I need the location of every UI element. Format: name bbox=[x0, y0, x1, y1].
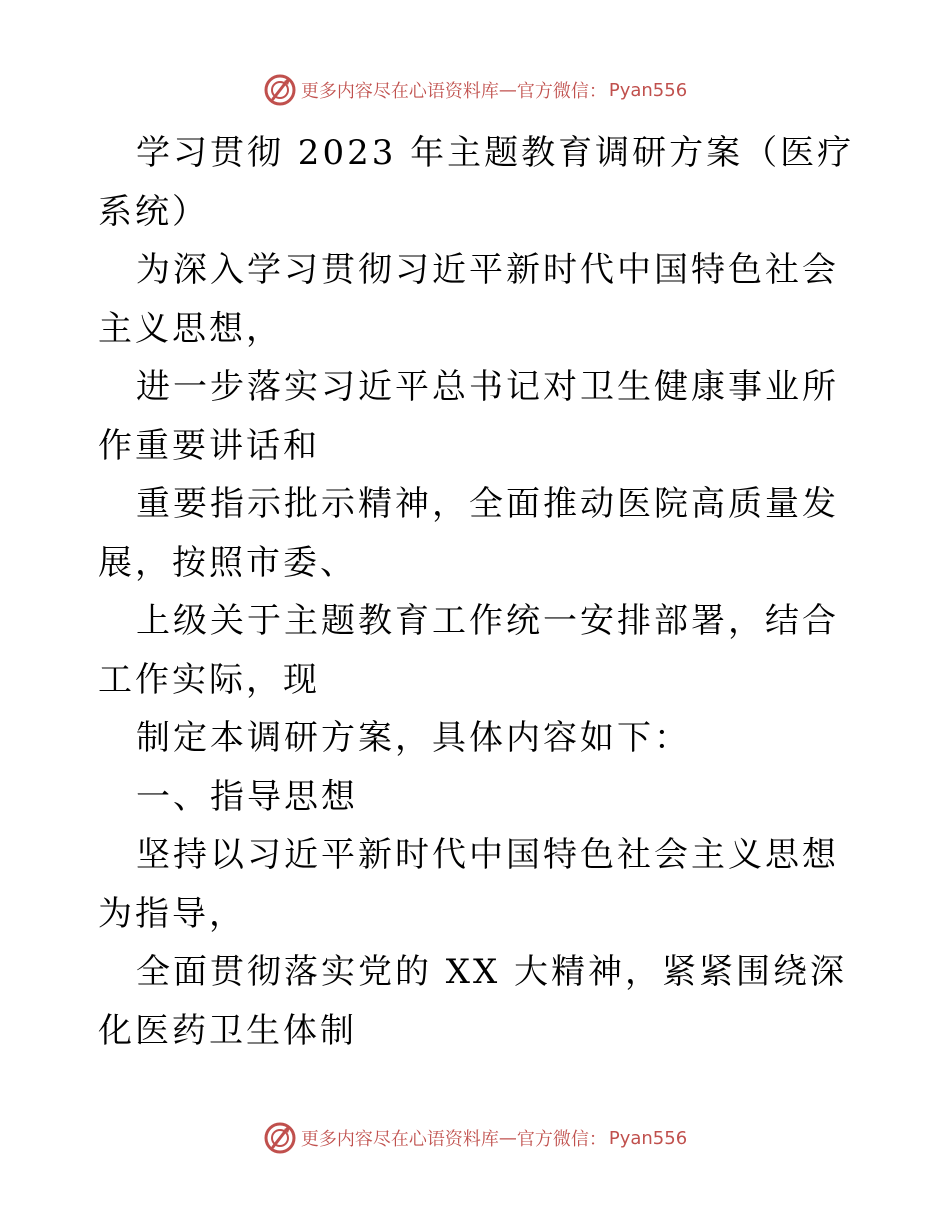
watermark-separator: — bbox=[498, 79, 517, 101]
watermark-separator: — bbox=[498, 1127, 517, 1149]
watermark-text: 更多内容尽在心语资料库 bbox=[300, 1129, 499, 1150]
seal-logo-icon bbox=[263, 1121, 297, 1155]
seal-logo-icon bbox=[263, 73, 297, 107]
section-heading-guiding-ideology: 一、指导思想 bbox=[136, 776, 358, 817]
paragraph-7: 坚持以习近平新时代中国特色社会主义思想为指导， bbox=[98, 835, 839, 934]
paragraph-4: 上级关于主题教育工作统一安排部署，结合工作实际，现 bbox=[98, 601, 839, 700]
watermark-wechat-id: Pyan556 bbox=[608, 79, 688, 101]
watermark-label: 官方微信： bbox=[516, 1129, 607, 1150]
watermark-wechat-id: Pyan556 bbox=[608, 1127, 688, 1149]
header-watermark bbox=[0, 70, 950, 110]
paragraph-5: 制定本调研方案，具体内容如下： bbox=[136, 718, 691, 758]
paragraph-1: 为深入学习贯彻习近平新时代中国特色社会主义思想， bbox=[98, 250, 839, 349]
watermark-text: 更多内容尽在心语资料库 bbox=[300, 81, 499, 102]
document-body bbox=[98, 124, 858, 1060]
footer-watermark bbox=[0, 1118, 950, 1158]
watermark-label: 官方微信： bbox=[516, 81, 607, 102]
paragraph-3: 重要指示批示精神，全面推动医院高质量发展，按照市委、 bbox=[98, 484, 839, 583]
document-title: 学习贯彻 2023 年主题教育调研方案（医疗系统） bbox=[98, 133, 855, 232]
paragraph-8: 全面贯彻落实党的 XX 大精神，紧紧围绕深化医药卫生体制 bbox=[98, 952, 848, 1051]
paragraph-2: 进一步落实习近平总书记对卫生健康事业所作重要讲话和 bbox=[98, 367, 839, 466]
